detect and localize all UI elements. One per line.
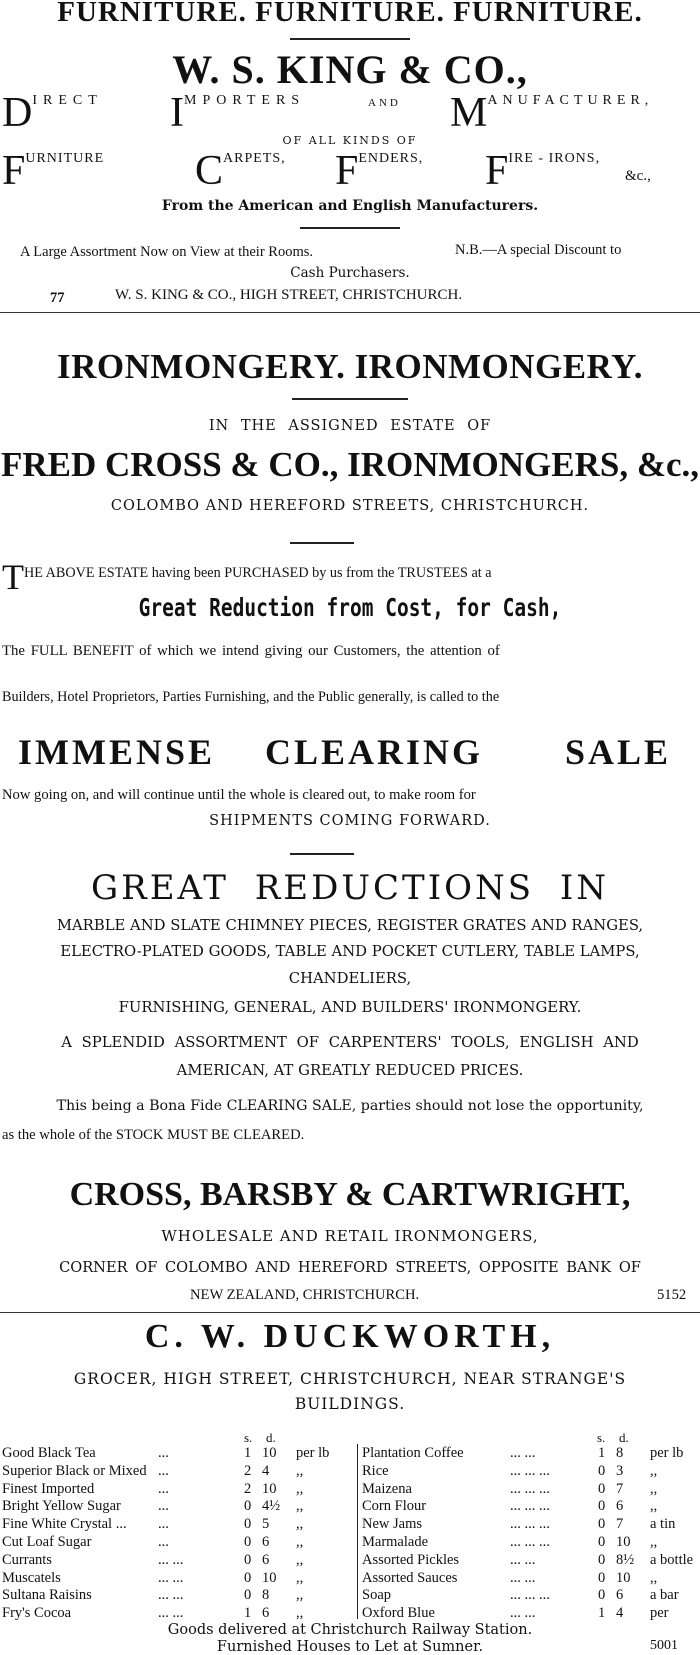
ad-number: 77 bbox=[50, 290, 65, 306]
item-pence: 6 bbox=[262, 1534, 270, 1550]
item-unit: ,, bbox=[650, 1569, 658, 1586]
item-name: Corn Flour bbox=[362, 1498, 427, 1515]
items-line2: ELECTRO-PLATED GOODS, TABLE AND POCKET CUTLERY, TABLE LAMPS, bbox=[60, 943, 640, 960]
duckworth-firm: C. W. DUCKWORTH, bbox=[144, 1318, 556, 1355]
item-pence: 6 bbox=[616, 1587, 624, 1604]
ironmongery-heading: IRONMONGERY. IRONMONGERY. bbox=[57, 347, 643, 386]
item-shillings: 2 bbox=[244, 1462, 252, 1479]
assigned-estate: IN THE ASSIGNED ESTATE OF bbox=[208, 418, 492, 434]
item-shillings: 1 bbox=[598, 1605, 606, 1622]
item-leader-dots: ... ... ... bbox=[510, 1587, 550, 1604]
item-shillings: 1 bbox=[598, 1445, 606, 1461]
item-name: Currants bbox=[2, 1551, 52, 1568]
assortment-left: A Large Assortment Now on View at their Rooms. bbox=[20, 244, 313, 260]
bona-fide-line2: as the whole of the STOCK MUST BE CLEARED. bbox=[2, 1127, 305, 1143]
colombo-hereford-streets: COLOMBO AND HEREFORD STREETS, CHRISTCHURCH. bbox=[110, 498, 590, 514]
bona-fide-line1: This being a Bona Fide CLEARING SALE, parties should not lose the opportunity, bbox=[56, 1098, 644, 1114]
item-leader-dots: ... ... bbox=[510, 1445, 536, 1461]
items-line3: CHANDELIERS, bbox=[288, 970, 412, 987]
divider bbox=[290, 542, 354, 544]
builders-line: Builders, Hotel Proprietors, Parties Furnishing, and the Public generally, is called to the bbox=[2, 689, 500, 705]
word-and: AND bbox=[368, 97, 401, 109]
cross-barsby-firm: CROSS, BARSBY & CARTWRIGHT, bbox=[69, 1176, 631, 1213]
furniture-heading: FURNITURE. FURNITURE. FURNITURE. bbox=[57, 0, 643, 28]
item-unit: ,, bbox=[296, 1498, 304, 1515]
fred-cross-firm: FRED CROSS & CO., IRONMONGERS, &c., bbox=[0, 445, 700, 484]
item-pence: 10 bbox=[616, 1534, 631, 1550]
from-manufacturers: From the American and English Manufacturers. bbox=[161, 198, 539, 214]
item-shillings: 0 bbox=[598, 1551, 606, 1568]
word-fire-irons: FIRE - IRONS, bbox=[485, 148, 601, 194]
price-header-left-s: s. bbox=[244, 1430, 253, 1445]
item-name: Bright Yellow Sugar bbox=[2, 1498, 121, 1515]
divider bbox=[290, 853, 354, 855]
item-pence: 6 bbox=[616, 1498, 624, 1515]
item-shillings: 0 bbox=[244, 1551, 252, 1568]
item-pence: 4 bbox=[262, 1462, 270, 1479]
item-pence: 10 bbox=[262, 1445, 277, 1461]
word-furniture: FURNITURE bbox=[2, 148, 105, 194]
item-unit: ,, bbox=[650, 1534, 658, 1550]
full-benefit-line: The FULL BENEFIT of which we intend giving our Customers, the attention of bbox=[2, 643, 500, 659]
item-name: Plantation Coffee bbox=[362, 1445, 464, 1461]
item-name: Cut Loaf Sugar bbox=[2, 1534, 92, 1550]
new-zealand-line: NEW ZEALAND, CHRISTCHURCH. bbox=[190, 1287, 420, 1303]
item-pence: 8½ bbox=[616, 1551, 635, 1568]
item-name: Oxford Blue bbox=[362, 1605, 435, 1622]
item-unit: per bbox=[650, 1605, 669, 1622]
item-name: Superior Black or Mixed bbox=[2, 1462, 147, 1479]
item-leader-dots: ... ... ... bbox=[510, 1498, 550, 1515]
section-divider bbox=[0, 1312, 700, 1313]
item-name: Rice bbox=[362, 1462, 389, 1479]
estate-paragraph-line1: THE ABOVE ESTATE having been PURCHASED by us from the TRUSTEES at a bbox=[2, 557, 492, 597]
item-leader-dots: ... ... ... bbox=[510, 1462, 550, 1479]
cash-purchasers: Cash Purchasers. bbox=[290, 265, 410, 281]
item-leader-dots: ... bbox=[158, 1516, 169, 1533]
item-pence: 10 bbox=[616, 1569, 631, 1586]
item-shillings: 0 bbox=[244, 1516, 252, 1533]
sale-word: SALE bbox=[565, 732, 672, 772]
grocer-line1: GROCER, HIGH STREET, CHRISTCHURCH, NEAR STRANGE'S bbox=[73, 1370, 627, 1388]
item-leader-dots: ... ... bbox=[158, 1605, 184, 1622]
item-unit: ,, bbox=[296, 1569, 304, 1586]
item-shillings: 0 bbox=[598, 1569, 606, 1586]
item-pence: 7 bbox=[616, 1480, 624, 1497]
discount-note: N.B.—A special Discount to bbox=[455, 242, 622, 258]
item-unit: a tin bbox=[650, 1516, 676, 1533]
item-pence: 8 bbox=[262, 1587, 270, 1604]
items-line1: MARBLE AND SLATE CHIMNEY PIECES, REGISTER GRATES AND RANGES, bbox=[56, 917, 644, 934]
item-pence: 8 bbox=[616, 1445, 624, 1461]
item-unit: ,, bbox=[296, 1480, 304, 1497]
item-leader-dots: ... ... ... bbox=[510, 1516, 550, 1533]
item-shillings: 0 bbox=[598, 1516, 606, 1533]
item-shillings: 0 bbox=[244, 1587, 252, 1604]
item-unit: ,, bbox=[296, 1516, 304, 1533]
item-unit: ,, bbox=[296, 1534, 304, 1550]
item-shillings: 0 bbox=[244, 1534, 252, 1550]
item-name: Marmalade bbox=[362, 1534, 429, 1550]
item-leader-dots: ... bbox=[158, 1534, 169, 1550]
item-shillings: 0 bbox=[244, 1498, 252, 1515]
grocer-line2: BUILDINGS. bbox=[294, 1395, 406, 1413]
item-leader-dots: ... bbox=[158, 1480, 169, 1497]
item-pence: 6 bbox=[262, 1605, 270, 1622]
item-leader-dots: ... bbox=[158, 1498, 169, 1515]
divider bbox=[292, 398, 408, 400]
item-unit: per lb bbox=[296, 1445, 330, 1461]
item-leader-dots: ... ... bbox=[510, 1605, 536, 1622]
wholesale-line: WHOLESALE AND RETAIL IRONMONGERS, bbox=[161, 1227, 539, 1245]
word-fenders: FENDERS, bbox=[335, 148, 424, 194]
item-pence: 7 bbox=[616, 1516, 624, 1533]
item-pence: 10 bbox=[262, 1569, 277, 1586]
item-name: Finest Imported bbox=[2, 1480, 95, 1497]
tools-line2: AMERICAN, AT GREATLY REDUCED PRICES. bbox=[176, 1062, 524, 1079]
word-importers: IMPORTERS bbox=[170, 90, 306, 136]
item-leader-dots: ... ... bbox=[158, 1551, 184, 1568]
section-divider bbox=[0, 312, 700, 313]
item-leader-dots: ... ... ... bbox=[510, 1534, 550, 1550]
item-shillings: 1 bbox=[244, 1445, 252, 1461]
item-name: Assorted Pickles bbox=[362, 1551, 460, 1568]
item-name: Assorted Sauces bbox=[362, 1569, 458, 1586]
item-pence: 10 bbox=[262, 1480, 277, 1497]
item-name: Soap bbox=[362, 1587, 391, 1604]
item-leader-dots: ... ... bbox=[510, 1551, 536, 1568]
price-column-divider bbox=[357, 1444, 358, 1619]
corner-line: CORNER OF COLOMBO AND HEREFORD STREETS, OPPOSITE BANK OF bbox=[59, 1259, 641, 1276]
item-leader-dots: ... ... bbox=[510, 1569, 536, 1586]
divider bbox=[290, 38, 410, 40]
item-unit: ,, bbox=[650, 1480, 658, 1497]
item-name: New Jams bbox=[362, 1516, 423, 1533]
item-unit: ,, bbox=[650, 1462, 658, 1479]
word-manufacturer: MANUFACTURER, bbox=[450, 90, 654, 136]
item-name: Sultana Raisins bbox=[2, 1587, 92, 1604]
item-pence: 5 bbox=[262, 1516, 270, 1533]
great-reductions-heading: GREAT REDUCTIONS IN bbox=[90, 868, 610, 908]
item-unit: ,, bbox=[296, 1551, 304, 1568]
price-header-left-d: d. bbox=[266, 1430, 276, 1445]
item-name: Fine White Crystal ... bbox=[2, 1516, 127, 1533]
king-address: W. S. KING & CO., HIGH STREET, CHRISTCHURCH. bbox=[115, 287, 463, 303]
item-pence: 3 bbox=[616, 1462, 624, 1479]
item-name: Good Black Tea bbox=[2, 1445, 96, 1461]
immense-word: IMMENSE bbox=[18, 732, 216, 772]
item-unit: ,, bbox=[296, 1587, 304, 1604]
item-unit: ,, bbox=[296, 1605, 304, 1622]
furnished-houses-line: Furnished Houses to Let at Sumner. bbox=[216, 1639, 484, 1655]
item-name: Fry's Cocoa bbox=[2, 1605, 72, 1622]
item-unit: ,, bbox=[650, 1498, 658, 1515]
item-leader-dots: ... ... bbox=[158, 1569, 184, 1586]
item-shillings: 0 bbox=[598, 1480, 606, 1497]
item-shillings: 2 bbox=[244, 1480, 252, 1497]
item-pence: 4½ bbox=[262, 1498, 281, 1515]
firm-name-king: W. S. KING & CO., bbox=[172, 47, 528, 92]
tools-line1: A SPLENDID ASSORTMENT OF CARPENTERS' TOOLS, ENGLISH AND bbox=[61, 1034, 639, 1051]
shipments-line: SHIPMENTS COMING FORWARD. bbox=[209, 813, 491, 829]
item-leader-dots: ... bbox=[158, 1445, 169, 1461]
item-shillings: 0 bbox=[598, 1587, 606, 1604]
ad-reference-5152: 5152 bbox=[657, 1287, 687, 1303]
item-name: Maizena bbox=[362, 1480, 412, 1497]
goods-delivered-line: Goods delivered at Christchurch Railway Station. bbox=[167, 1622, 533, 1638]
clearing-word: CLEARING bbox=[265, 732, 484, 772]
ad-reference-5001: 5001 bbox=[650, 1638, 678, 1653]
word-direct: DIRECT bbox=[2, 90, 103, 136]
divider bbox=[300, 227, 400, 229]
item-leader-dots: ... bbox=[158, 1462, 169, 1479]
great-reduction-line: Great Reduction from Cost, for Cash, bbox=[138, 593, 562, 622]
items-line4: FURNISHING, GENERAL, AND BUILDERS' IRONMONGERY. bbox=[118, 999, 582, 1016]
item-unit: ,, bbox=[296, 1462, 304, 1479]
of-all-kinds: OF ALL KINDS OF bbox=[282, 134, 418, 147]
item-shillings: 0 bbox=[244, 1569, 252, 1586]
item-pence: 4 bbox=[616, 1605, 624, 1622]
item-unit: a bar bbox=[650, 1587, 679, 1604]
price-header-right-d: d. bbox=[619, 1430, 629, 1445]
item-leader-dots: ... ... bbox=[158, 1587, 184, 1604]
item-shillings: 0 bbox=[598, 1534, 606, 1550]
item-shillings: 1 bbox=[244, 1605, 252, 1622]
item-pence: 6 bbox=[262, 1551, 270, 1568]
word-etc: &c., bbox=[625, 168, 651, 184]
going-on-line: Now going on, and will continue until the whole is cleared out, to make room for bbox=[2, 787, 476, 803]
item-name: Muscatels bbox=[2, 1569, 61, 1586]
item-unit: per lb bbox=[650, 1445, 684, 1461]
word-carpets: CARPETS, bbox=[195, 148, 286, 194]
price-header-right-s: s. bbox=[597, 1430, 606, 1445]
item-unit: a bottle bbox=[650, 1551, 694, 1568]
item-shillings: 0 bbox=[598, 1498, 606, 1515]
item-shillings: 0 bbox=[598, 1462, 606, 1479]
item-leader-dots: ... ... ... bbox=[510, 1480, 550, 1497]
